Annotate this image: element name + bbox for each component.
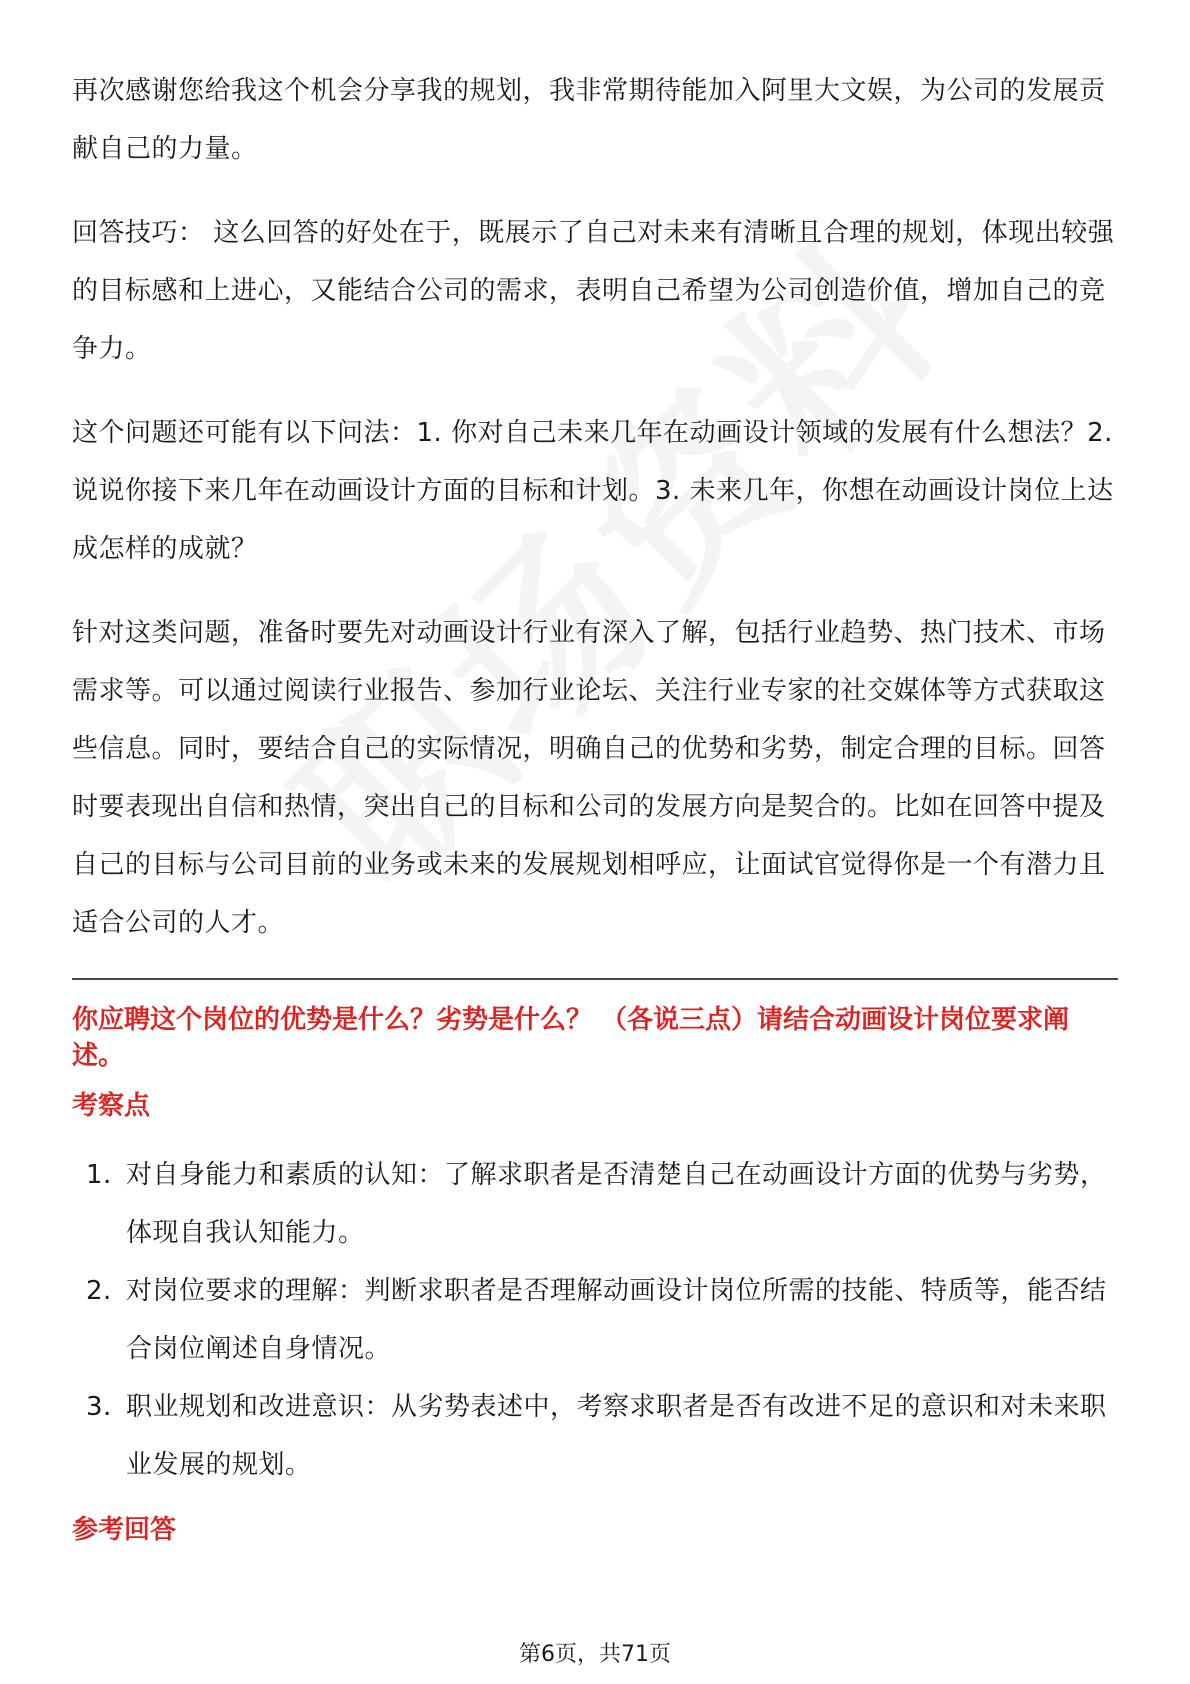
list-number: 1.	[86, 1160, 112, 1190]
paragraph: 针对这类问题，准备时要先对动画设计行业有深入了解，包括行业趋势、热门技术、市场需求等。可以通过阅读行业报告、参加行业论坛、关注行业专家的社交媒体等方式获取这些信息。同时，要结合自己的实际情况，明确自己的优势和劣势，制定合理的目标。回答时要表现出自信和热情，突出自己的目标和公司的发展方向是契合的。比如在回答中提及自己的目标与公司目前的业务或未来的发展规划相呼应，让面试官觉得你是一个有潜力且适合公司的人才。	[72, 618, 1106, 938]
paragraph: 这个问题还可能有以下问法：1. 你对自己未来几年在动画设计领域的发展有什么想法？2. 说说你接下来几年在动画设计方面的目标和计划。3. 未来几年，你想在动画设计岗位上达成怎样的成就？	[72, 418, 1114, 564]
question-heading: 你应聘这个岗位的优势是什么？劣势是什么？ （各说三点）请结合动画设计岗位要求阐述。	[72, 1005, 1070, 1071]
examination-points-heading: 考察点	[72, 1091, 151, 1121]
paragraph: 再次感谢您给我这个机会分享我的规划，我非常期待能加入阿里大文娱，为公司的发展贡献自己的力量。	[72, 76, 1106, 164]
list-number: 2.	[86, 1276, 112, 1306]
list-item-text: 对岗位要求的理解：判断求职者是否理解动画设计岗位所需的技能、特质等，能否结合岗位阐述自身情况。	[126, 1276, 1107, 1364]
paragraph: 回答技巧： 这么回答的好处在于，既展示了自己对未来有清晰且合理的规划，体现出较强的目标感和上进心，又能结合公司的需求，表明自己希望为公司创造价值，增加自己的竞争力。	[72, 218, 1115, 364]
list-item	[72, 1378, 1118, 1494]
list-item	[72, 1146, 1118, 1262]
list-number: 3.	[86, 1392, 112, 1422]
list-item-text: 对自身能力和素质的认知：了解求职者是否清楚自己在动画设计方面的优势与劣势，体现自我认知能力。	[126, 1160, 1107, 1248]
reference-answer-heading: 参考回答	[72, 1515, 177, 1545]
list-item	[72, 1262, 1118, 1378]
examination-points-list	[72, 1146, 1118, 1494]
page-content	[72, 62, 1118, 1570]
section-divider	[72, 978, 1118, 980]
list-item-text: 职业规划和改进意识：从劣势表述中，考察求职者是否有改进不足的意识和对未来职业发展的规划。	[126, 1392, 1107, 1480]
page-footer: 第6页，共71页	[519, 1642, 671, 1667]
